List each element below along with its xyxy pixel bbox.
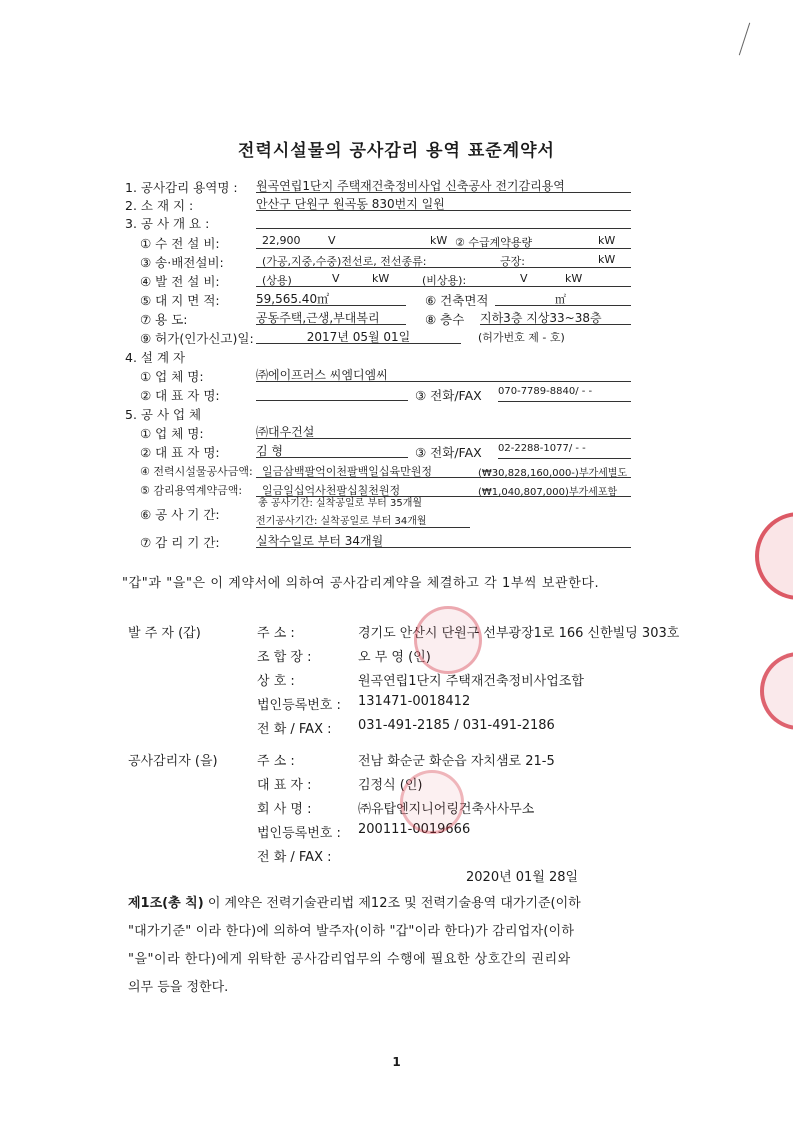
party-b-tel-label: 전 화 / FAX : xyxy=(257,850,332,865)
contract-date: 2020년 01월 28일 xyxy=(466,870,579,885)
article1-line2: "대가기준" 이라 한다)에 의하여 발주자(이하 "갑"이라 한다)가 감리업자(이하 xyxy=(128,924,575,939)
generation-regular-v: V xyxy=(332,272,340,285)
electrical-period-value: 전기공사기간: 실착공일로 부터 34개월 xyxy=(256,512,470,528)
party-b-seal-stamp xyxy=(400,770,464,834)
construction-period-label: ⑥ 공 사 기 간: xyxy=(140,507,220,522)
contractor-rep-label: ② 대 표 자 명: xyxy=(140,445,220,460)
party-b-name-label: 회 사 명 : xyxy=(257,802,312,817)
land-area-label: ⑤ 대 지 면 적: xyxy=(140,293,220,308)
item5-label: 5. 공 사 업 체 xyxy=(125,407,202,422)
length-label: 긍장: xyxy=(500,255,525,268)
party-a-address-label: 주 소 : xyxy=(257,626,295,641)
item4-label: 4. 설 계 자 xyxy=(125,350,186,365)
location-value: 안산구 단원구 원곡동 830번지 일원 xyxy=(256,195,631,211)
margin-seal-stamp-top xyxy=(755,512,793,600)
party-a-role: 발 주 자 (갑) xyxy=(128,626,201,641)
permit-number: (허가번호 제 - 호) xyxy=(478,331,565,344)
article1-line1 xyxy=(128,892,581,911)
power-receiving-value: 22,900 xyxy=(262,234,301,247)
construction-cost-words: 일금삼백팔억이천팔백일십육만원정 xyxy=(262,465,433,478)
party-b-rep-label: 대 표 자 : xyxy=(257,778,312,793)
margin-seal-stamp-bottom xyxy=(760,652,793,730)
supervision-period-label: ⑦ 감 리 기 간: xyxy=(140,535,220,550)
generation-label: ④ 발 전 설 비: xyxy=(140,274,220,289)
article1-text1: 이 계약은 전력기술관리법 제12조 및 전력기술용역 대가기준(이하 xyxy=(207,896,581,911)
overview-line xyxy=(256,213,631,229)
floors-value: 지하3층 지상33~38층 xyxy=(480,309,631,325)
party-a-reg: 131471-0018412 xyxy=(358,694,471,709)
generation-emergency-kw: kW xyxy=(565,272,583,285)
usage-label: ⑦ 용 도: xyxy=(140,312,188,327)
distribution-value: (가공,지중,수중)전선로, 전선종류: xyxy=(262,255,427,268)
permit-date-value: 2017년 05월 01일 xyxy=(256,328,461,344)
party-b-role: 공사감리자 (을) xyxy=(128,754,218,769)
party-b-rep: 김정식 (인) xyxy=(358,778,423,793)
building-area-label: ⑥ 건축면적 xyxy=(425,293,489,308)
power-receiving-unit-kw: kW xyxy=(430,234,448,247)
party-a-name-label: 상 호 : xyxy=(257,674,295,689)
party-b-address-label: 주 소 : xyxy=(257,754,295,769)
floors-label: ⑧ 층수 xyxy=(425,312,465,327)
distribution-label: ③ 송·배전설비: xyxy=(140,255,224,270)
margin-mark xyxy=(739,23,750,56)
generation-regular-kw: kW xyxy=(372,272,390,285)
total-period-value: 총 공사기간: 실착공일로 부터 35개월 xyxy=(258,498,423,509)
generation-emergency: (비상용): xyxy=(422,274,467,287)
power-receiving-unit-v: V xyxy=(328,234,336,247)
party-a-chief-label: 조 합 장 : xyxy=(257,650,312,665)
contract-statement: "갑"과 "을"은 이 계약서에 의하여 공사감리계약을 체결하고 각 1부씩 보관한다. xyxy=(122,576,600,591)
supervision-period-value: 실착수일로 부터 34개월 xyxy=(256,532,631,548)
party-a-chief: 오 무 영 (인) xyxy=(358,650,431,665)
contractor-tel-label: ③ 전화/FAX xyxy=(415,445,482,460)
supervision-fee-label: ⑤ 감리용역계약금액: xyxy=(140,484,243,497)
contractor-rep-value: 김 형 xyxy=(256,442,408,458)
designer-company-value: ㈜에이프러스 씨엠디엠씨 xyxy=(256,366,631,382)
project-name-value: 원곡연립1단지 주택재건축정비사업 신축공사 전기감리용역 xyxy=(256,177,631,193)
generation-emergency-v: V xyxy=(520,272,528,285)
party-b-name: ㈜유탑엔지니어링건축사사무소 xyxy=(358,802,535,817)
designer-rep-label: ② 대 표 자 명: xyxy=(140,388,220,403)
article1-heading: 제1조(총 칙) xyxy=(128,896,204,911)
page-number: 1 xyxy=(392,1055,401,1069)
power-receiving-label: ① 수 전 설 비: xyxy=(140,236,220,251)
generation-regular: (상용) xyxy=(262,274,292,287)
contract-capacity-unit: kW xyxy=(598,234,616,247)
land-area-value: 59,565.40㎡ xyxy=(256,290,406,306)
party-a-tel: 031-491-2185 / 031-491-2186 xyxy=(358,718,555,733)
party-a-address: 경기도 안산시 단원구 선부광장1로 166 신한빌딩 303호 xyxy=(358,626,680,641)
designer-company-label: ① 업 체 명: xyxy=(140,369,204,384)
contractor-company-label: ① 업 체 명: xyxy=(140,426,204,441)
contract-capacity-label: ② 수급계약용량 xyxy=(455,236,533,249)
supervision-fee-amount: (₩1,040,807,000)부가세포함 xyxy=(478,487,618,498)
construction-cost-amount: (₩30,828,160,000-)부가세별도 xyxy=(478,468,628,479)
permit-date-label: ⑨ 허가(인가신고)일: xyxy=(140,331,254,346)
usage-value: 공동주택,근생,부대복리 xyxy=(256,309,406,325)
party-b-reg-label: 법인등록번호 : xyxy=(257,826,341,841)
party-a-name: 원곡연립1단지 주택재건축정비사업조합 xyxy=(358,674,584,689)
article1-line4: 의무 등을 정한다. xyxy=(128,980,229,995)
contractor-company-value: ㈜대우건설 xyxy=(256,423,631,439)
party-b-address: 전남 화순군 화순읍 자치샘로 21-5 xyxy=(358,754,555,769)
item3-label: 3. 공 사 개 요 : xyxy=(125,216,210,231)
document-title: 전력시설물의 공사감리 용역 표준계약서 xyxy=(238,141,555,161)
designer-rep-value xyxy=(256,385,408,401)
construction-cost-label: ④ 전력시설물공사금액: xyxy=(140,465,253,478)
party-b-reg: 200111-0019666 xyxy=(358,822,471,837)
item2-label: 2. 소 재 지 : xyxy=(125,198,194,213)
article1-line3: "을"이라 한다)에게 위탁한 공사감리업무의 수행에 필요한 상호간의 권리와 xyxy=(128,952,571,967)
designer-tel-value: 070-7789-8840/ - - xyxy=(498,386,631,402)
designer-tel-label: ③ 전화/FAX xyxy=(415,388,482,403)
supervision-fee-words: 일금일십억사천팔십칠천원정 xyxy=(262,484,401,497)
building-area-unit: ㎡ xyxy=(555,293,566,306)
distribution-unit: kW xyxy=(598,253,616,266)
item1-label: 1. 공사감리 용역명 : xyxy=(125,180,238,195)
party-a-reg-label: 법인등록번호 : xyxy=(257,698,341,713)
contractor-tel-value: 02-2288-1077/ - - xyxy=(498,443,631,459)
party-a-tel-label: 전 화 / FAX : xyxy=(257,722,332,737)
party-a-seal-stamp xyxy=(414,606,482,674)
